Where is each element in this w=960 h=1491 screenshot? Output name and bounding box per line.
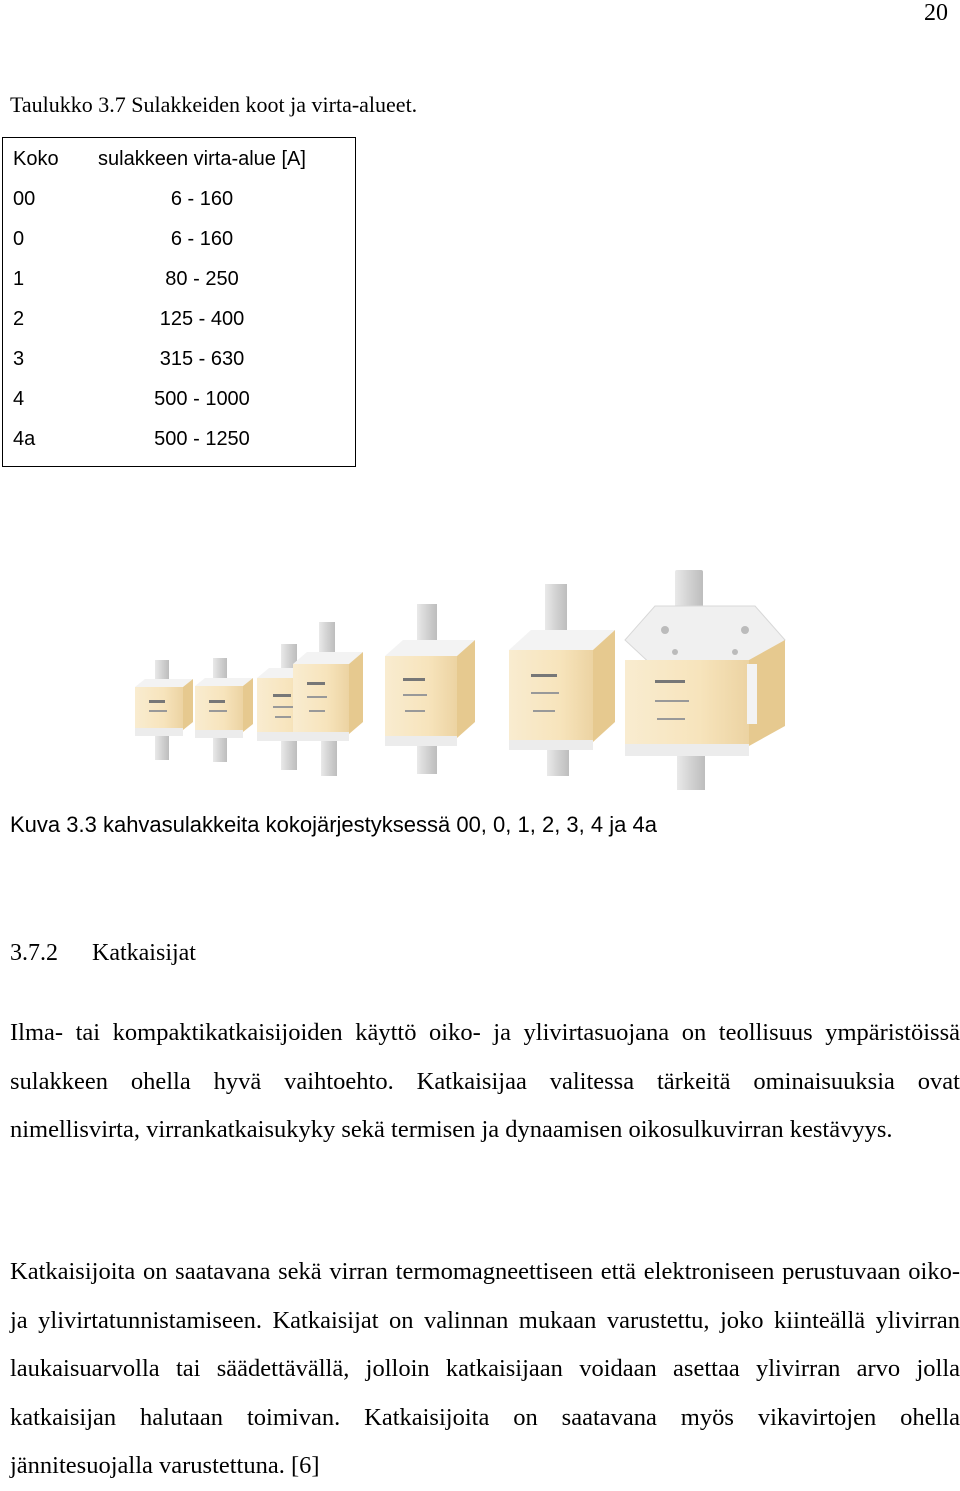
section-title: Katkaisijat [92,940,196,966]
section-heading [10,940,196,967]
table-row [3,268,355,298]
fuse-size-3 [385,604,475,774]
section-number: 3.7.2 [10,940,58,966]
cell-size: 4 [13,388,25,410]
cell-size: 0 [13,228,25,250]
fuse-size-table [2,137,356,467]
cell-size: 3 [13,348,25,370]
table-row [3,388,355,418]
paragraph: Ilma- tai kompaktikatkaisijoiden käyttö oiko- ja ylivirtasuojana on teollisuus ympäristöissä sulakkeen ohella hyvä vaihtoehto. Katkaisijaa valitessa tärkeitä ominaisuuksia ovat nimellisvirta, virrankatkaisukyky sekä termisen ja dynaamisen oikosulkuvirran kestävyys. [10,1019,960,1144]
cell-size: 1 [13,268,25,290]
table-row [3,348,355,378]
header-current-range: sulakkeen virta-alue [A] [98,148,306,170]
figure-caption: Kuva 3.3 kahvasulakkeita kokojärjestyksessä 00, 0, 1, 2, 3, 4 ja 4a [10,812,657,837]
table-row [3,308,355,338]
fuse-photo [135,560,795,795]
cell-size: 4a [13,428,36,450]
cell-current-range: 500 - 1250 [154,428,250,450]
cell-size: 2 [13,308,25,330]
table-row [3,428,355,458]
table-row [3,188,355,218]
cell-current-range: 315 - 630 [159,348,245,370]
paragraph: Katkaisijoita on saatavana sekä virran termomagneettiseen että elektroniseen perustuvaan oiko- ja ylivirtatunnistamiseen. Katkaisijat on valinnan mukaan varustettu, joko kiinteällä ylivirran laukaisuarvolla tai säädettävällä, jolloin katkaisijaan voidaan asettaa ylivirran arvo jolla katkaisijan halutaan toimivan. Katkaisijoita on saatavana myös vikavirtojen ohella jännitesuojalla varustettuna. [6] [10,1258,960,1480]
page-number: 20 [924,0,948,26]
cell-size: 00 [13,188,36,210]
table-caption: Taulukko 3.7 Sulakkeiden koot ja virta-alueet. [10,92,418,117]
cell-current-range: 6 - 160 [170,188,234,210]
fuse-size-4 [509,584,615,776]
header-size: Koko [13,148,59,170]
fuse-size-2 [293,622,363,776]
table-row [3,228,355,258]
cell-current-range: 6 - 160 [170,228,234,250]
table-header-row [3,148,355,178]
cell-current-range: 125 - 400 [159,308,245,330]
fuse-size-00 [135,660,193,760]
cell-current-range: 500 - 1000 [154,388,250,410]
fuse-size-4a [625,570,785,790]
fuse-size-0 [195,658,253,762]
cell-current-range: 80 - 250 [165,268,239,290]
